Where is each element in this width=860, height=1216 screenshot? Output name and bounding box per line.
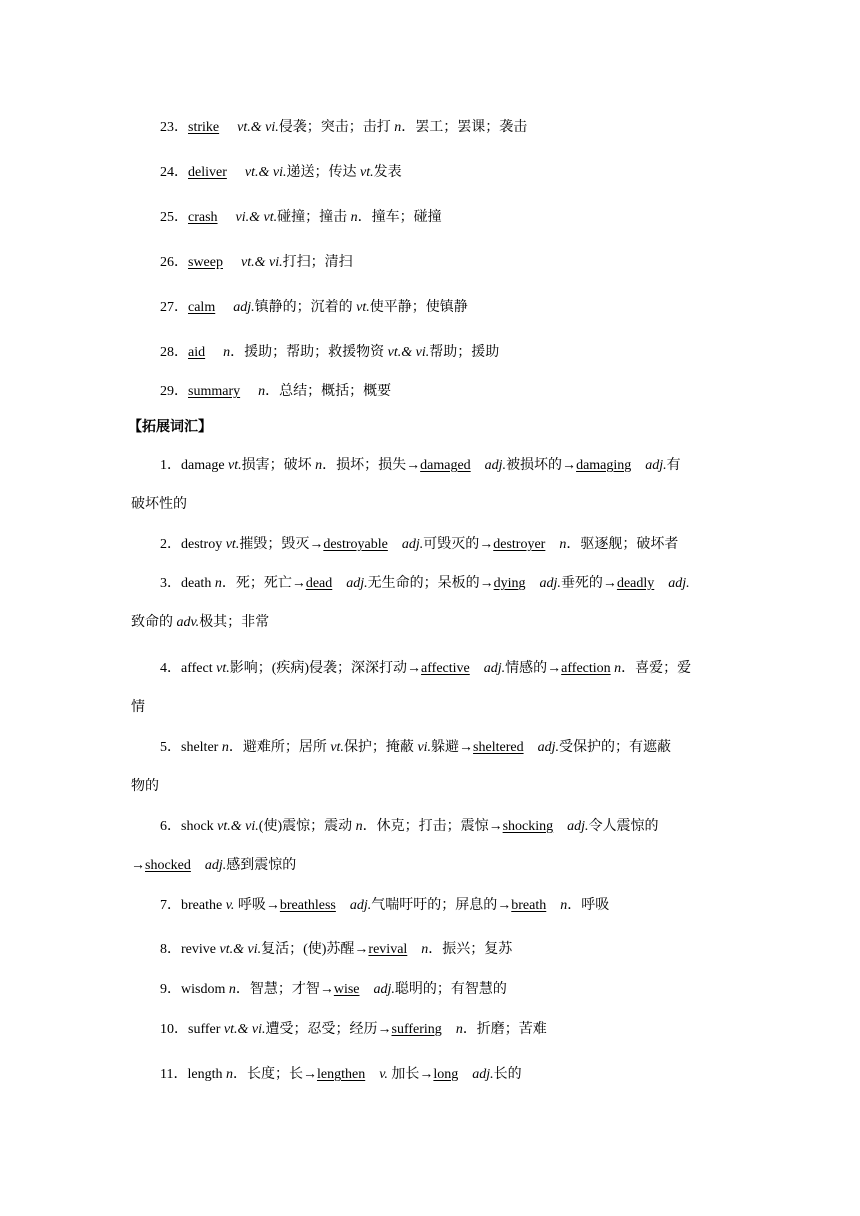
vocab-word-answer: calm <box>188 300 216 315</box>
text-segment: ．避难所；居所 <box>228 740 331 755</box>
text-segment: 受保护的；有遮蔽 <box>558 740 671 755</box>
derived-word-answer: affective <box>421 661 470 676</box>
text-segment: 被损坏的→ <box>506 458 577 473</box>
derived-word-answer: damaged <box>420 458 471 473</box>
part-of-speech: vt. <box>225 537 240 552</box>
item-number: 29． <box>160 384 188 399</box>
part-of-speech: v. <box>225 898 235 913</box>
part-of-speech: n <box>315 458 323 473</box>
extended-vocab-line <box>160 1066 522 1084</box>
text-segment: 聪明的；有智慧的 <box>394 982 507 997</box>
derived-word-answer: breathless <box>279 898 336 913</box>
derived-word-answer: revival <box>368 942 408 957</box>
text-segment: 极其；非常 <box>199 615 270 630</box>
extended-vocab-line <box>160 1021 547 1039</box>
core-vocab-item <box>160 209 442 227</box>
text-segment: ．罢工；罢课；袭击 <box>401 120 528 135</box>
part-of-speech: adv. <box>176 615 200 630</box>
text-segment: 发表 <box>373 165 402 180</box>
text-segment: 加长→ <box>387 1067 434 1082</box>
part-of-speech: vi. <box>417 740 432 755</box>
text-segment: ．休克；打击；震惊→ <box>362 819 503 834</box>
vocab-word-answer: aid <box>188 345 206 360</box>
text-segment: 有 <box>666 458 681 473</box>
part-of-speech: adj. <box>645 458 667 473</box>
part-of-speech: n <box>559 537 567 552</box>
core-vocab-item <box>160 383 391 401</box>
part-of-speech: adj. <box>567 819 589 834</box>
text-segment: 8．revive <box>160 942 220 957</box>
item-number: 27． <box>160 300 188 315</box>
part-of-speech: vt. <box>356 300 370 315</box>
extended-vocab-line <box>131 857 296 875</box>
text-segment: ．折磨；苦难 <box>462 1022 547 1037</box>
part-of-speech: vt.& vi. <box>219 942 262 957</box>
core-vocab-item <box>160 344 499 362</box>
part-of-speech: vt.& vi. <box>237 120 279 135</box>
derived-word-answer: suffering <box>391 1022 442 1037</box>
item-number: 24． <box>160 165 188 180</box>
text-segment: 情 <box>131 700 145 715</box>
text-segment: 遭受；忍受；经历→ <box>265 1022 392 1037</box>
part-of-speech: adj. <box>401 537 424 552</box>
text-segment: 使平静；使镇静 <box>369 300 468 315</box>
text-segment: ．撞车；碰撞 <box>357 210 442 225</box>
text-segment: 情感的→ <box>505 661 562 676</box>
text-segment: ．损坏；损失→ <box>322 458 421 473</box>
text-segment: 保护；掩蔽 <box>343 740 418 755</box>
part-of-speech: vt.& vi. <box>244 165 287 180</box>
derived-word-answer: dead <box>305 576 333 591</box>
text-segment: 11．length <box>160 1067 226 1082</box>
extended-vocab-line <box>160 536 678 554</box>
text-segment: ．死；死亡→ <box>221 576 306 591</box>
text-segment: 物的 <box>131 779 159 794</box>
extended-vocab-line <box>160 818 659 836</box>
text-segment: → <box>131 858 145 873</box>
text-segment: 3．death <box>160 576 215 591</box>
part-of-speech: vt.& vi. <box>217 819 259 834</box>
text-segment: 可毁灭的→ <box>423 537 494 552</box>
part-of-speech: adj. <box>346 576 368 591</box>
text-segment: 气喘吁吁的；屏息的→ <box>371 898 512 913</box>
vocab-word-answer: deliver <box>188 165 227 180</box>
text-segment: 1．damage <box>160 458 229 473</box>
derived-word-answer: lengthen <box>316 1067 366 1082</box>
text-segment: 无生命的；呆板的→ <box>367 576 494 591</box>
text-segment: (使)震惊；震动 <box>258 819 356 834</box>
part-of-speech: adj. <box>483 661 506 676</box>
text-segment: ．长度；长→ <box>232 1067 317 1082</box>
part-of-speech: n <box>225 1067 233 1082</box>
text-segment: 递送；传达 <box>286 165 360 180</box>
derived-word-answer: shocking <box>502 819 554 834</box>
text-segment: 帮助；援助 <box>429 345 500 360</box>
extended-vocab-line <box>131 614 269 632</box>
extended-vocab-line <box>160 739 671 757</box>
derived-word-answer: wise <box>333 982 360 997</box>
extended-vocab-line <box>160 457 681 475</box>
text-segment: 4．affect <box>160 661 217 676</box>
part-of-speech: vt. <box>216 661 230 676</box>
text-segment: 致命的 <box>131 615 177 630</box>
derived-word-answer: sheltered <box>473 740 524 755</box>
text-segment: 令人震惊的 <box>588 819 659 834</box>
vocab-word-answer: summary <box>188 384 241 399</box>
part-of-speech: n <box>355 819 363 834</box>
derived-word-answer: destroyer <box>493 537 546 552</box>
core-vocab-item <box>160 164 402 182</box>
core-vocab-item <box>160 254 353 272</box>
part-of-speech: n <box>221 740 229 755</box>
text-segment: 垂死的→ <box>560 576 617 591</box>
part-of-speech: vi.& vt. <box>235 210 278 225</box>
core-vocab-item <box>160 119 527 137</box>
part-of-speech: n <box>614 661 622 676</box>
part-of-speech: n <box>214 576 222 591</box>
text-segment: 影响；(疾病)侵袭；深深打动→ <box>229 661 422 676</box>
text-segment: ．总结；概括；概要 <box>265 384 392 399</box>
part-of-speech: n <box>421 942 429 957</box>
extended-vocab-line <box>160 897 609 915</box>
derived-word-answer: deadly <box>616 576 655 591</box>
part-of-speech: adj. <box>539 576 561 591</box>
part-of-speech: vt.& vi. <box>223 1022 266 1037</box>
derived-word-answer: shocked <box>145 858 191 873</box>
derived-word-answer: long <box>433 1067 459 1082</box>
text-segment: 镇静的；沉着的 <box>254 300 357 315</box>
vocab-word-answer: strike <box>188 120 220 135</box>
text-segment: ．喜爱；爱 <box>621 661 692 676</box>
vocab-word-answer: sweep <box>188 255 223 270</box>
part-of-speech: v. <box>379 1067 388 1082</box>
item-number: 26． <box>160 255 188 270</box>
text-segment: 破坏性的 <box>131 497 187 512</box>
part-of-speech: adj. <box>233 300 255 315</box>
extended-vocab-line <box>160 660 691 678</box>
text-segment: 感到震惊的 <box>226 858 297 873</box>
extended-vocab-line <box>131 496 187 514</box>
text-segment: ．振兴；复苏 <box>428 942 513 957</box>
text-segment: 6．shock <box>160 819 218 834</box>
part-of-speech: n <box>228 982 236 997</box>
part-of-speech: adj. <box>373 982 395 997</box>
derived-word-answer: destroyable <box>323 537 388 552</box>
extended-vocab-line <box>131 699 145 717</box>
part-of-speech: adj. <box>472 1067 494 1082</box>
text-segment: 损害；破坏 <box>241 458 316 473</box>
text-segment: 躲避→ <box>431 740 474 755</box>
part-of-speech: n <box>455 1022 463 1037</box>
item-number: 28． <box>160 345 188 360</box>
part-of-speech: n <box>258 384 266 399</box>
extended-vocab-line <box>131 778 159 796</box>
text-segment: 2．destroy <box>160 537 226 552</box>
derived-word-answer: breath <box>511 898 547 913</box>
text-segment: 长的 <box>493 1067 522 1082</box>
part-of-speech: adj. <box>484 458 507 473</box>
vocab-word-answer: crash <box>188 210 218 225</box>
text-segment: 10．suffer <box>160 1022 224 1037</box>
text-segment: ．智慧；才智→ <box>235 982 334 997</box>
part-of-speech: vt. <box>359 165 374 180</box>
text-segment: 复活；(使)苏醒→ <box>261 942 369 957</box>
part-of-speech: vt.& vi. <box>387 345 430 360</box>
part-of-speech: n <box>223 345 231 360</box>
extended-vocab-line <box>160 941 512 959</box>
part-of-speech: adj. <box>668 576 690 591</box>
part-of-speech: vt. <box>228 458 242 473</box>
extended-vocab-line <box>160 575 690 593</box>
text-segment: 5．shelter <box>160 740 222 755</box>
item-number: 25． <box>160 210 188 225</box>
part-of-speech: adj. <box>204 858 227 873</box>
part-of-speech: n <box>560 898 568 913</box>
part-of-speech: adj. <box>349 898 372 913</box>
text-segment: 摧毁；毁灭→ <box>239 537 324 552</box>
text-segment: 碰撞；撞击 <box>277 210 351 225</box>
part-of-speech: vt.& vi. <box>241 255 283 270</box>
item-number: 23． <box>160 120 188 135</box>
text-segment: ．援助；帮助；救援物资 <box>230 345 388 360</box>
part-of-speech: vt. <box>330 740 344 755</box>
derived-word-answer: affection <box>561 661 611 676</box>
text-segment: 呼吸→ <box>234 898 280 913</box>
text-segment: 侵袭；突击；击打 <box>278 120 395 135</box>
part-of-speech: n <box>394 120 402 135</box>
text-segment: 9．wisdom <box>160 982 229 997</box>
text-segment: 打扫；清扫 <box>282 255 353 270</box>
part-of-speech: adj. <box>537 740 559 755</box>
text-segment: ．驱逐舰；破坏者 <box>566 537 679 552</box>
text-segment: 7．breathe <box>160 898 226 913</box>
extended-vocab-line <box>160 981 507 999</box>
text-segment: ．呼吸 <box>567 898 610 913</box>
derived-word-answer: dying <box>493 576 526 591</box>
derived-word-answer: damaging <box>576 458 632 473</box>
core-vocab-item <box>160 299 468 317</box>
section-title: 【拓展词汇】 <box>128 420 212 435</box>
part-of-speech: n <box>350 210 358 225</box>
